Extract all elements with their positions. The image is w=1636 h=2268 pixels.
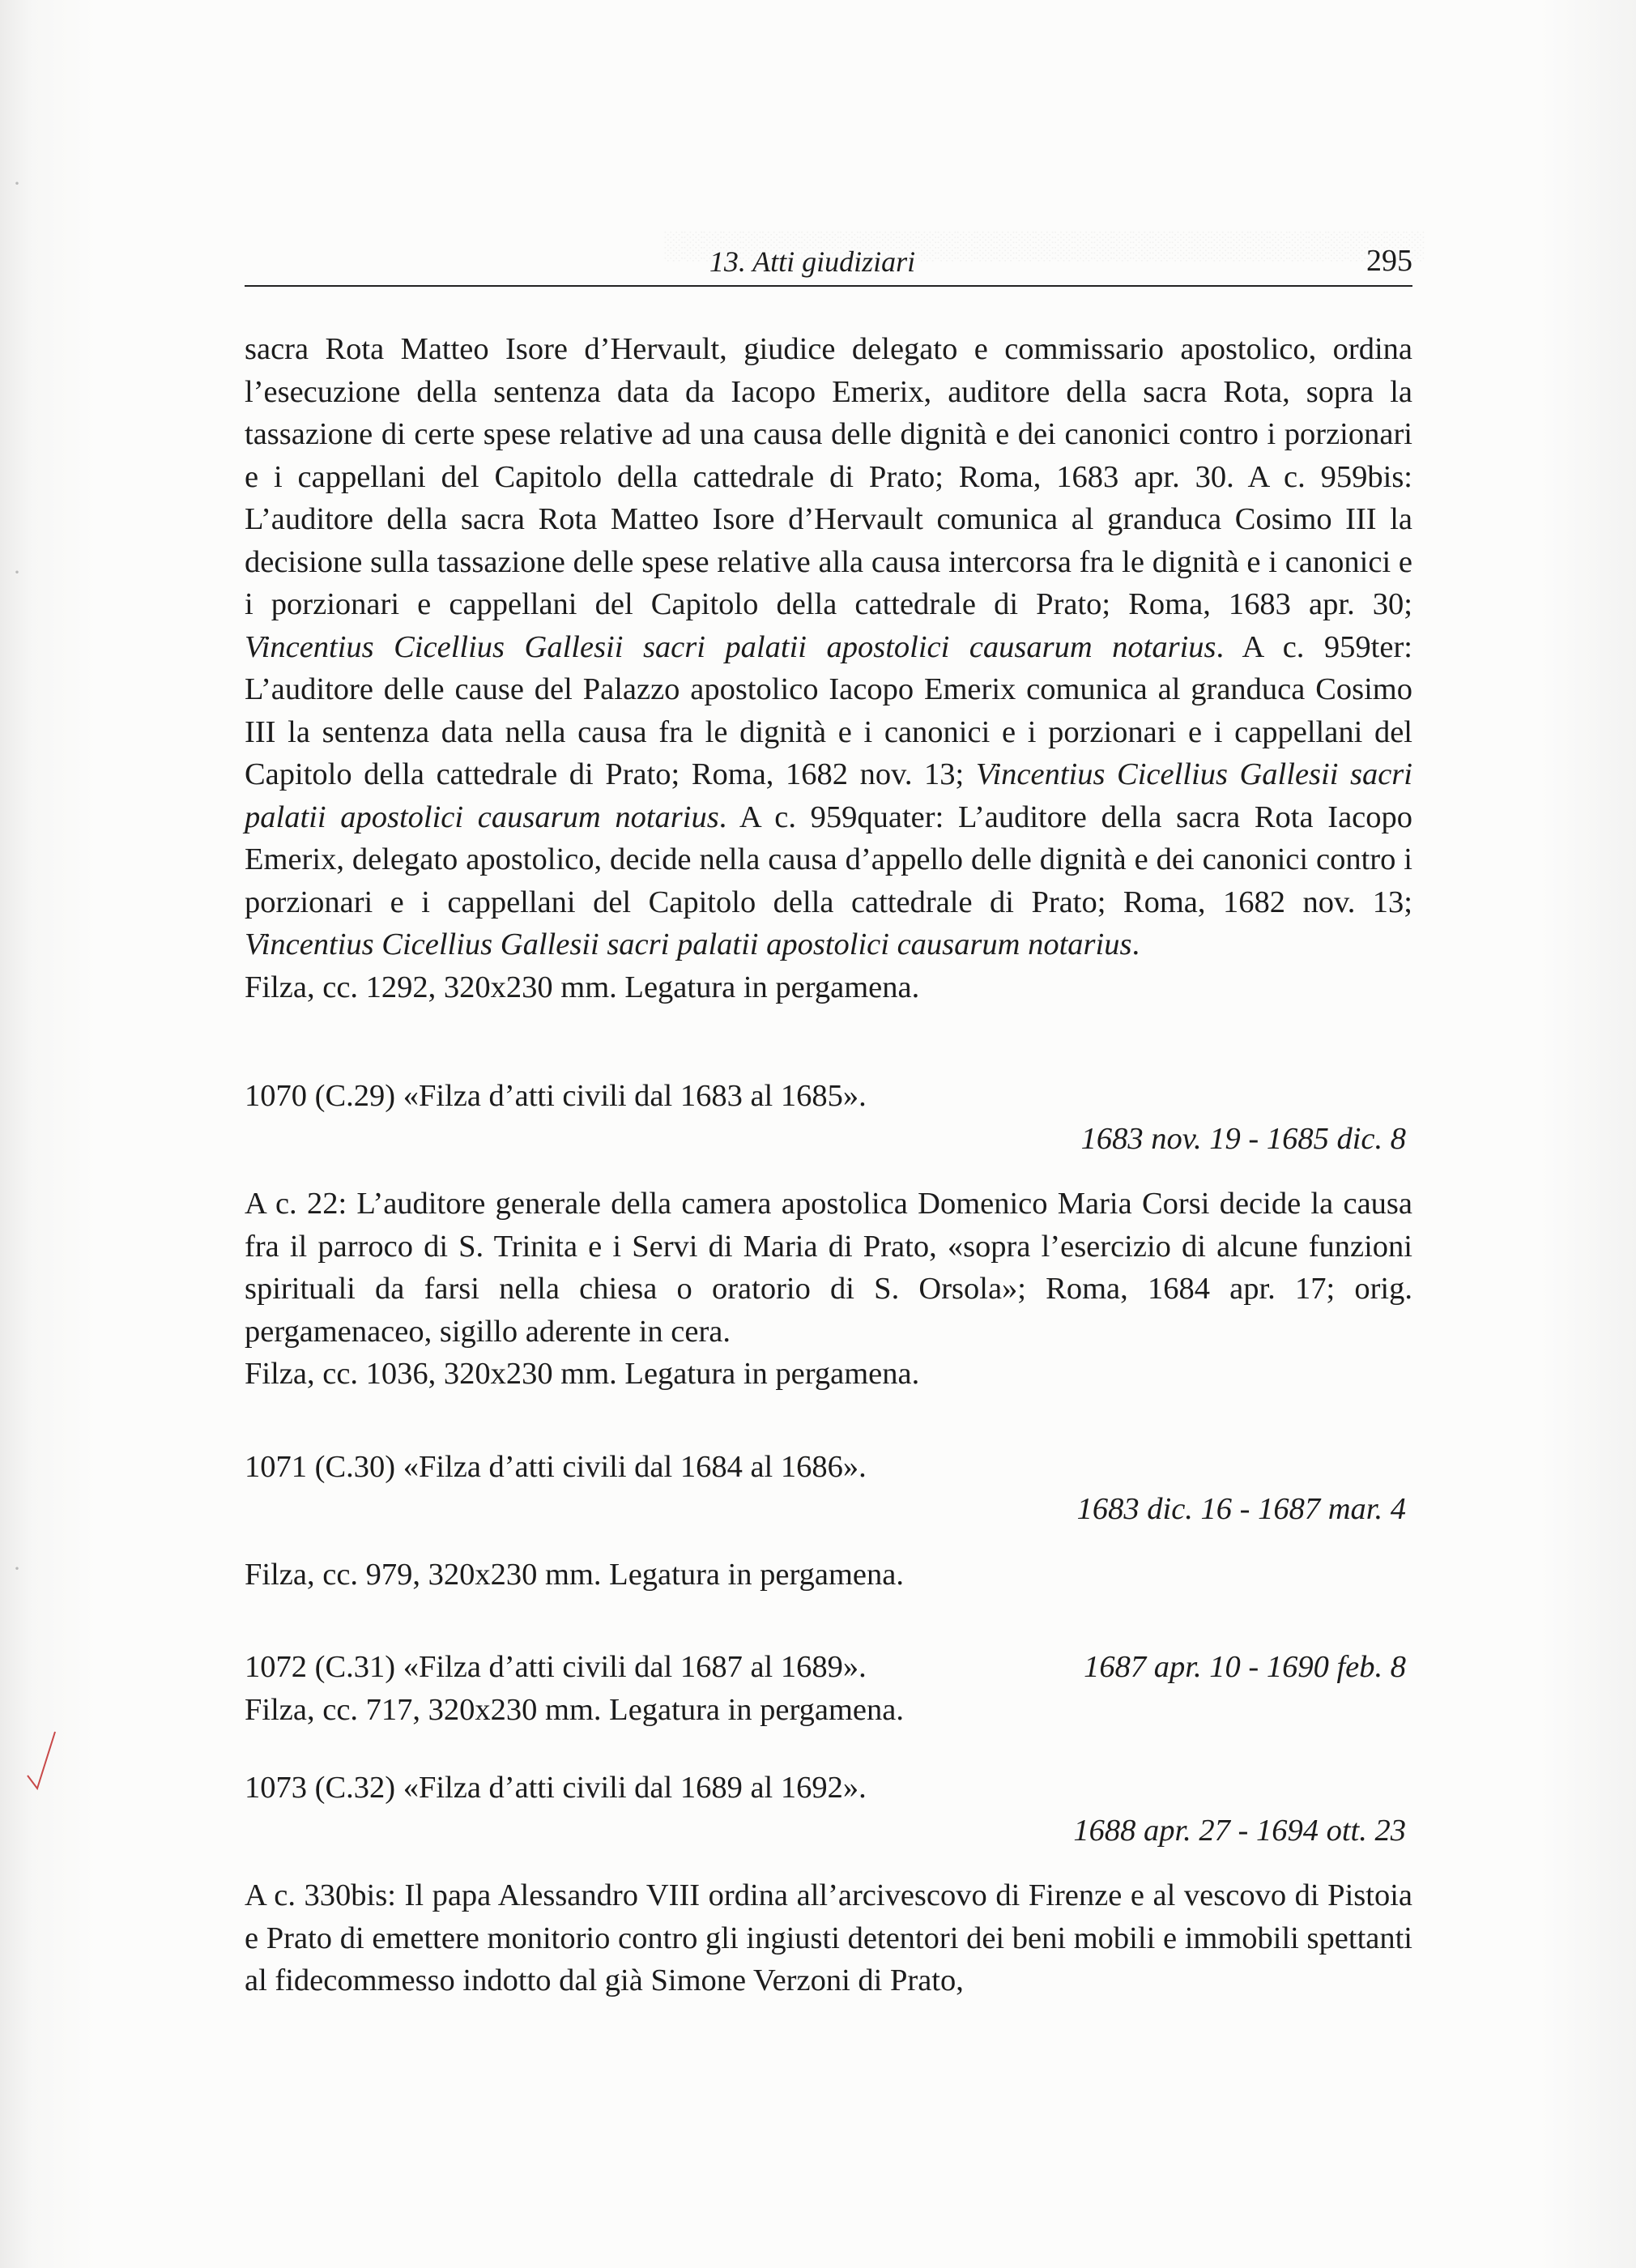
- entry-title: 1072 (C.31) «Filza d’atti civili dal 1687 al 1689».: [245, 1650, 867, 1684]
- physical-description: Filza, cc. 717, 320x230 mm. Legatura in pergamena.: [245, 1692, 904, 1727]
- margin-speck: ·: [13, 170, 21, 197]
- entry-title: 1073 (C.32) «Filza d’atti civili dal 1689 al 1692».: [245, 1771, 867, 1805]
- notary-subscription: Vincentius Cicellius Gallesii sacri palatii apostolici causarum notarius: [245, 757, 1412, 834]
- continuation-paragraph: [245, 328, 1412, 966]
- body-text: [245, 328, 1412, 2002]
- margin-speck: ·: [13, 559, 21, 586]
- notary-subscription: Vincentius Cicellius Gallesii sacri palatii apostolici causarum notarius: [245, 629, 1216, 664]
- entry-1072: [245, 1646, 1412, 1731]
- physical-description: Filza, cc. 1292, 320x230 mm. Legatura in pergamena.: [245, 970, 920, 1004]
- physical-description: Filza, cc. 979, 320x230 mm. Legatura in pergamena.: [245, 1557, 904, 1592]
- spacer: [245, 1008, 1412, 1075]
- entry-dates: 1687 apr. 10 - 1690 feb. 8: [1084, 1650, 1406, 1684]
- red-check-mark: [24, 1725, 58, 1802]
- spacer: [245, 1160, 1412, 1183]
- text-segment: . A c. 959ter: L’auditore delle cause del Palazzo apostolico Iacopo Emerix comunica al granduca Cosimo III la sentenza data nella causa fra le dignità e i canonici e i porzionari e i cappellani del Capitolo della cattedrale di Prato; Roma, 1682 nov. 13;: [245, 629, 1412, 791]
- margin-speck: ·: [13, 1555, 21, 1582]
- entry-dates: 1688 apr. 27 - 1694 ott. 23: [1073, 1813, 1406, 1848]
- entry-heading-row: [245, 1646, 1412, 1689]
- entry-description: A c. 330bis: Il papa Alessandro VIII ordina all’arcivescovo di Firenze e al vescovo di Pistoia e Prato di emettere monitorio contro gli ingiusti detentori dei beni mobili e immobili spettanti al fidecommesso indotto dal già Simone Verzoni di Prato,: [245, 1878, 1412, 1997]
- entry-1073: [245, 1767, 1412, 2002]
- entry-dates: 1683 dic. 16 - 1687 mar. 4: [1076, 1492, 1406, 1526]
- running-head: [245, 228, 1412, 287]
- spacer: [245, 1531, 1412, 1554]
- entry-1071: [245, 1446, 1412, 1597]
- spacer: [245, 1396, 1412, 1446]
- spacer: [245, 1852, 1412, 1874]
- running-title: 13. Atti giudiziari: [709, 245, 916, 278]
- notary-subscription: Vincentius Cicellius Gallesii sacri palatii apostolici causarum notarius: [245, 927, 1132, 961]
- entry-description: A c. 22: L’auditore generale della camera apostolica Domenico Maria Corsi decide la causa fra il parroco di S. Trinita e i Servi di Maria di Prato, «sopra l’esercizio di alcune funzioni spirituali da farsi nella chiesa o oratorio di S. Orsola»; Roma, 1684 apr. 17; orig. pergamenaceo, sigillo aderente in cera.: [245, 1187, 1412, 1349]
- entry-1070: [245, 1075, 1412, 1396]
- entry-dates: 1683 nov. 19 - 1685 dic. 8: [1080, 1121, 1406, 1156]
- text-segment: . A c. 959quater: L’auditore della sacra Rota Iacopo Emerix, delegato apostolico, decide nella causa d’appello delle dignità e dei canonici contro i porzionari e i cappellani del Capitolo della cattedrale di Prato; Roma, 1682 nov. 13;: [245, 799, 1412, 919]
- text-segment: .: [1131, 927, 1140, 961]
- text-segment: sacra Rota Matteo Isore d’Hervault, giudice delegato e commissario apostolico, ordina l’esecuzione della sentenza data da Iacopo Emerix, auditore della sacra Rota, sopra la tassazione di certe spese relative ad una causa delle dignità e dei canonici contro i porzionari e i cappellani del Capitolo della cattedrale di Prato; Roma, 1683 apr. 30. A c. 959bis: L’auditore della sacra Rota Matteo Isore d’Hervault comunica al granduca Cosimo III la decisione sulla tassazione delle spese relative alla causa intercorsa fra le dignità e i canonici e i porzionari e cappellani del Capitolo della cattedrale di Prato; Roma, 1683 apr. 30;: [245, 332, 1412, 621]
- spacer: [245, 1731, 1412, 1767]
- page-number: 295: [1366, 244, 1412, 278]
- spacer: [245, 1596, 1412, 1646]
- entry-title: 1070 (C.29) «Filza d’atti civili dal 1683 al 1685».: [245, 1079, 867, 1113]
- physical-description: Filza, cc. 1036, 320x230 mm. Legatura in pergamena.: [245, 1357, 920, 1391]
- entry-title: 1071 (C.30) «Filza d’atti civili dal 1684 al 1686».: [245, 1449, 867, 1484]
